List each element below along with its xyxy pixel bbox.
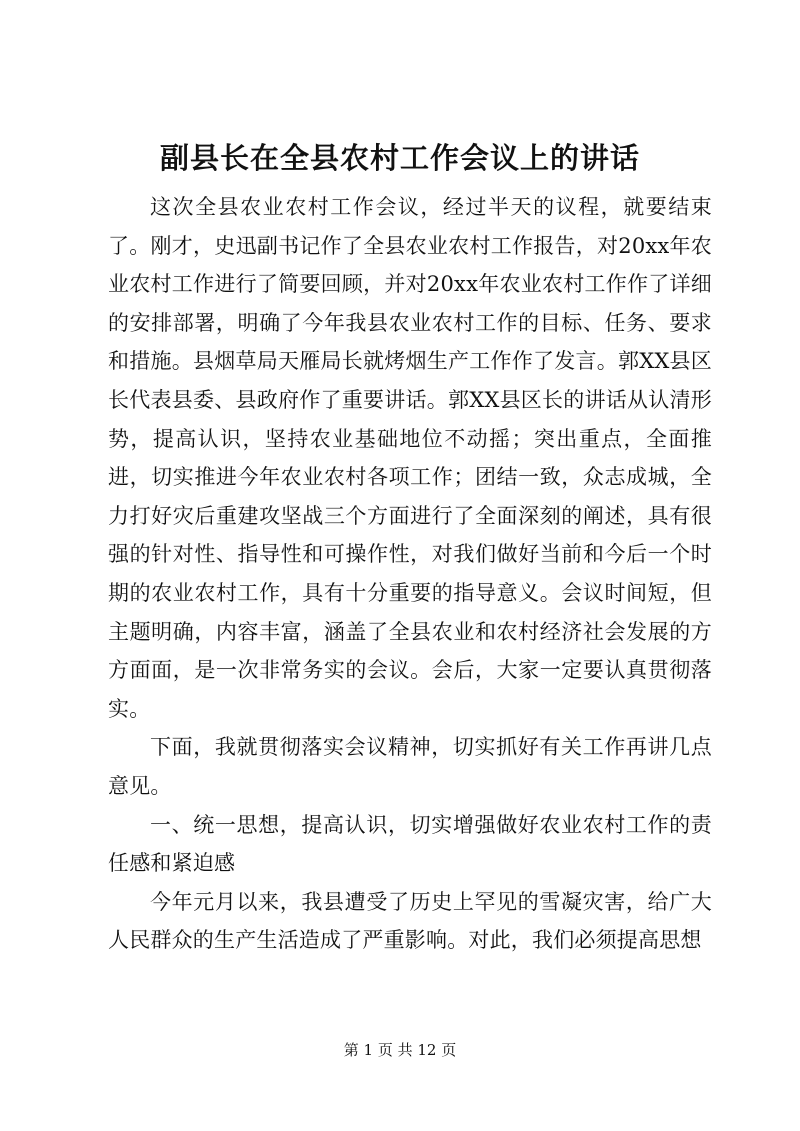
document-body bbox=[108, 188, 712, 960]
paragraph-section-1: 今年元月以来，我县遭受了历史上罕见的雪凝灾害，给广大人民群众的生产生活造成了严重影响。对此，我们必须提高思想 bbox=[108, 889, 712, 953]
section-heading-1: 一、统一思想，提高认识，切实增强做好农业农村工作的责任感和紧迫感 bbox=[108, 812, 712, 876]
paragraph-transition: 下面，我就贯彻落实会议精神，切实抓好有关工作再讲几点意见。 bbox=[108, 735, 712, 798]
document-title: 副县长在全县农村工作会议上的讲话 bbox=[159, 141, 640, 175]
page-number-footer: 第 1 页 共 12 页 bbox=[343, 1041, 457, 1059]
paragraph-intro: 这次全县农业农村工作会议，经过半天的议程，就要结束了。刚才，史迅副书记作了全县农业农村工作报告，对20xx年农业农村工作进行了简要回顾，并对20xx年农业农村工作作了详细的安排部署，明确了今年我县农业农村工作的目标、任务、要求和措施。县烟草局天雁局长就烤烟生产工作作了发言。郭XX县区长代表县委、县政府作了重要讲话。郭XX县区长的讲话从认清形势，提高认识，坚持农业基础地位不动摇；突出重点，全面推进，切实推进今年农业农村各项工作；团结一致，众志成城，全力打好灾后重建攻坚战三个方面进行了全面深刻的阐述，具有很强的针对性、指导性和可操作性，对我们做好当前和今后一个时期的农业农村工作，具有十分重要的指导意义。会议时间短，但主题明确，内容丰富，涵盖了全县农业和农村经济社会发展的方方面面，是一次非常务实的会议。会后，大家一定要认真贯彻落实。 bbox=[108, 195, 712, 721]
